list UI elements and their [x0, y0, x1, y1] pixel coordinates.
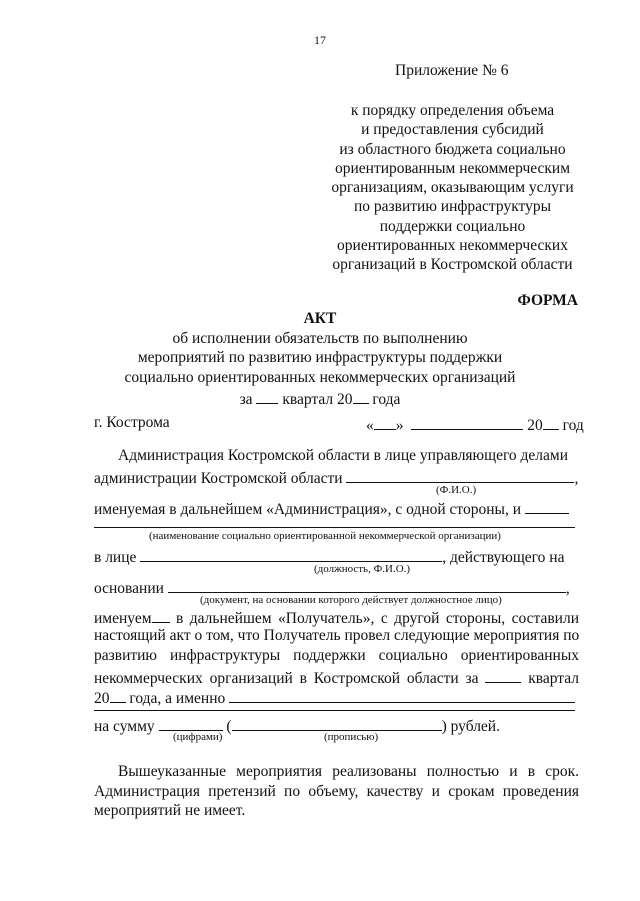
appendix-line: организациям, оказывающим услуги — [331, 179, 574, 197]
quarter-blank[interactable] — [256, 387, 278, 404]
day-blank[interactable] — [374, 413, 396, 430]
p2-line3: развитию инфраструктуры поддержки социально ориентированных — [94, 647, 579, 664]
p2-line4: некоммерческих организаций в Костромской области за квартал — [94, 666, 579, 689]
p2-line1: именуем в дальнейшем «Получатель», с другой стороны, составили — [94, 606, 579, 629]
p1-line2: администрации Костромской области , — [94, 466, 579, 489]
act-title: АКТ — [303, 310, 337, 327]
date-year-blank[interactable] — [543, 413, 559, 430]
p1-line1: Администрация Костромской области в лице управляющего делами — [118, 447, 569, 464]
caption-words: (прописью) — [324, 731, 379, 743]
p2-line2: настоящий акт о том, что Получатель провел следующие мероприятия по — [94, 627, 580, 644]
document-blank[interactable] — [168, 576, 566, 593]
appendix-description — [310, 101, 595, 275]
activities-blank[interactable] — [229, 686, 575, 703]
caption-digits: (цифрами) — [173, 731, 223, 743]
caption-position: (должность, Ф.И.О.) — [314, 563, 411, 575]
appendix-line: ориентированных некоммерческих — [337, 237, 568, 255]
city: г. Кострома — [94, 414, 170, 431]
p2-line5: 20 года, а именно — [94, 686, 579, 709]
caption-fio: (Ф.И.О.) — [436, 484, 477, 496]
act-subtitle-line: социально ориентированных некоммерческих организаций — [124, 368, 516, 386]
month-blank[interactable] — [411, 413, 523, 430]
appendix-line: по развитию инфраструктуры — [353, 198, 552, 216]
caption-org: (наименование социально ориентированной некоммерческой организации) — [149, 530, 501, 542]
in-person-row: в лице , действующего на — [94, 545, 579, 568]
act-subtitle-line: об исполнении обязательств по выполнению — [172, 329, 468, 347]
ending-blank[interactable] — [152, 606, 170, 623]
closing-paragraph: Вышеуказанные мероприятия реализованы полностью и в срок. Администрация претензий по объему, качеству и срокам проведения мероприятий не имеет. — [94, 763, 579, 819]
org-name-line[interactable] — [94, 527, 575, 528]
org-start-blank[interactable] — [525, 497, 569, 514]
sum-words-blank[interactable] — [232, 714, 442, 731]
appendix-line: ориентированным некоммерческим — [334, 159, 571, 177]
act-subtitle-line: мероприятий по развитию инфраструктуры поддержки — [137, 349, 503, 366]
act-period: за квартал 20 года — [0, 387, 640, 410]
act-title-block — [0, 309, 640, 410]
page-number: 17 — [314, 33, 326, 47]
appendix-line: и предоставления субсидий — [361, 121, 544, 139]
sum-row: на сумму ( ) рублей. — [94, 714, 579, 737]
basis-row: основании , — [94, 576, 579, 599]
form-label: ФОРМА — [517, 292, 578, 309]
position-blank[interactable] — [140, 545, 442, 562]
caption-document: (документ, на основании которого действует должностное лицо) — [200, 594, 502, 606]
appendix-line: к порядку определения объема — [350, 102, 555, 119]
appendix-line: поддержки социально — [379, 217, 526, 235]
place-date-row: г. Кострома « » 20 год — [94, 414, 584, 434]
fio-blank[interactable] — [346, 466, 574, 483]
year-blank[interactable] — [353, 387, 369, 404]
appendix-title: Приложение № 6 — [395, 62, 509, 79]
sum-digits-blank[interactable] — [159, 714, 223, 731]
p2-quarter-blank[interactable] — [485, 666, 521, 683]
p2-year-blank[interactable] — [110, 686, 126, 703]
appendix-line: организаций в Костромской области — [332, 256, 573, 274]
activities-line[interactable] — [94, 710, 575, 711]
appendix-line: из областного бюджета социально — [339, 140, 566, 158]
p1-line3: именуемая в дальнейшем «Администрация», с одной стороны, и — [94, 497, 579, 520]
